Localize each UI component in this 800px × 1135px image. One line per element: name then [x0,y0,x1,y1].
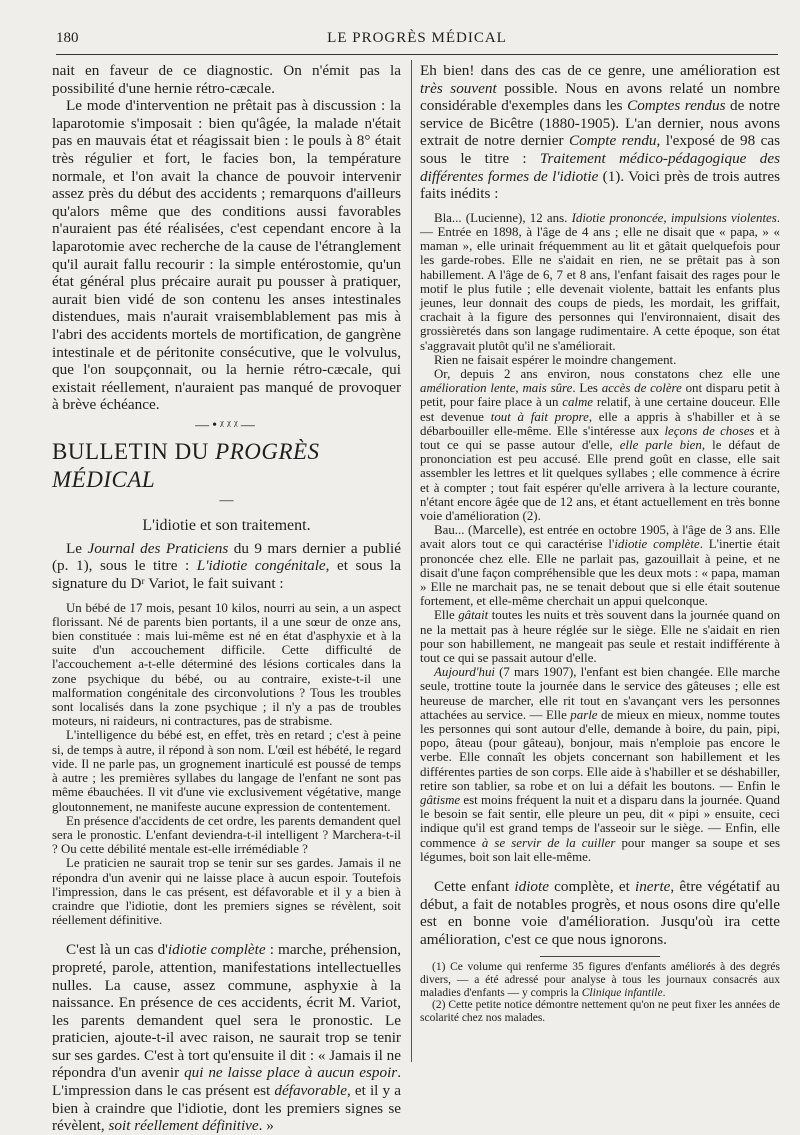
final-a: Cette enfant [434,878,515,896]
intro-c: , et sous la signature du Dʳ Variot, le fait suivant : [52,557,401,593]
quote-paragraph-3: En présence d'accidents de cet ordre, les parents demandent quel sera le pronostic. L'enfant deviendra-t-il intelligent ? Marchera-t-il ? Ou cette débilité mentale est-elle irrémédiable ? [52,813,401,857]
case2-d-a: (7 mars 1907), l'enfant est bien changée. Elle marche seule, trottine toute la journée dans le service des gâteuses ; elle est heureuse de marcher, elle rit tout en s'avançant vers les personnes attachées au service. — Elle [420,665,780,722]
closing-paragraph [52,941,401,1135]
right-column [420,62,780,1062]
page-header [56,30,778,52]
bulletin-ornament: —•ᵡᵡᵡ— [195,417,258,433]
quote-paragraph-4: Le praticien ne saurait trop se tenir sur ses gardes. Jamais il ne répondra d'un avenir qui ne laisse place à aucun espoir. Toutefois l'impression, dans le cas présent, est défavorable et il y a bien à craindre que l'idiotie, dont les premiers signes se révèlent, soit réellement définitive. [52,856,401,928]
case-2 [420,523,780,608]
case1-d-g: , le défaut de prononciation est peu accusé. Elle prend goût en classe, elle sait assembler les lettres et lit quelques syllabes ; elle commence à écrire et à compter ; tout fait espérer qu'elle arrivera à la lecture courante, n'étant encore âgée que de 12 ans, et étant actuellement en très bonne voie d'amélioration (2). [420,438,780,524]
case1-d-c: ont disparu petit à petit, pour faire place à un [420,381,781,410]
footnote-rule [540,956,660,957]
intro-title: L'idiotie congénitale [196,557,326,575]
case1-italic-1: Idiotie prononcée, impulsions violentes [571,210,777,225]
case2-d-italic-1: Aujourd'hui [434,665,496,680]
right-paragraph-1 [420,62,780,203]
final-italic-2: inerte [634,878,671,896]
final-b: complète, et [548,878,635,896]
p1-d: , l'exposé de 98 cas sous le titre : [420,132,780,167]
footnote-1-italic: Clinique infantile [581,986,663,999]
closing-c: . L'impression dans le cas présent est [52,1064,402,1100]
case-1 [420,211,780,353]
p1-italic-2: Comptes rendus [627,97,726,115]
case1-d-a: Or, depuis 2 ans environ, nous constatons chez elle une [434,366,780,381]
closing-b: : marche, préhension, propreté, parole, attention, manifestations intellectuelles nulles. La cause, assez commune, asphyxie à la naissance. En présence de ces accidents, écrit M. Variot, les parents demandent quel sera le pronostic. Le praticien, ajoute-t-il avec raison, ne saurait trop se tenir sur ses gardes. C'est à tort qu'ensuite il dit : « Jamais il ne répondra d'un avenir [52,941,401,1082]
closing-italic-1: idiotie complète [167,941,266,959]
quote-paragraph-2: L'intelligence du bébé est, en effet, très en retard ; c'est à peine si, de temps à autre, il répond à son nom. L'œil est hébété, le regard vide. Il ne parle pas, un grognement inarticulé est poussé de temps à autre ; les premières syllabes du langage de l'enfant ne sont pas même ébauchées. Il vit d'une vie exclusivement végétative, mange gloutonnement, ne manifeste aucune expression de contentement. [52,728,401,814]
case-1-c: Rien ne faisait espérer le moindre changement. [434,352,677,367]
case1-d-italic-6: elle parle bien [619,438,702,452]
p1-a: Eh bien! dans des cas de ce genre, une amélioration est [420,62,780,79]
case1-d-italic-4: tout à fait propre [490,409,589,424]
closing-a: C'est là un cas d' [66,941,168,959]
intro-journal: Journal des Praticiens [87,539,229,557]
case2-d-italic-4: à se servir de la cuiller [481,835,616,850]
case1-d-f: et à tout ce qui se passe autour d'elle, [420,423,780,452]
intro-a: Le [66,539,88,557]
case2-d-d: pour manger sa soupe et ses légumes, boit son lait elle-même. [420,835,780,864]
case2-d-b: de mieux en mieux, nomme toutes les personnes qui sont autour d'elle, demande à boire, du pain, pipi, popo, âteau (pour gâteau), bonjour, mais n'emploie pas encore le verbe. Elle connaît les objets concernant son habillement et les différentes parties de son corps. Elle aide à s'habiller et se déshabiller, retire son tablier, sa robe et on lui a défait les boutons. — Enfin le [420,707,780,793]
continued-paragraph: nait en faveur de ce diagnostic. On n'émit pas la possibilité d'une hernie rétro-cæcale. [52,62,401,97]
p1-c: de notre service de Bicêtre (1880-1905). L'an dernier, nous avons extrait de notre dernier [420,97,781,150]
footnote-1 [420,961,780,999]
case2-d-c: est moins fréquent la nuit et a disparu dans la journée. Quand le besoin se fait sentir, elle pleure un peu, dit « pipi » ensuite, ceci indique qu'il est grand temps de l'asseoir sur le siège. — Enfin, elle commence [420,793,780,850]
bulletin-title [52,438,401,494]
footnote-2: (2) Cette petite notice démontre nettement qu'on ne peut fixer les années de scolarité chez nos malades. [420,999,780,1024]
page-number: 180 [56,30,79,46]
article-title: L'idiotie et son traitement. [142,516,311,534]
quote-paragraph-1: Un bébé de 17 mois, pesant 10 kilos, nourri au sein, a un aspect florissant. Né de parents bien portants, il a une sœur de onze ans, bien constituée : mais lui-même est né en état d'asphyxie et à la suite d'un accouchement difficile. Cette difficulté de l'accouchement a-t-elle déterminé des lésions corticales dans la zone psychique du bébé, ou au contraire, existe-t-il une malformation congénitale des circonvolutions ? Tous les troubles sont localisés dans la zone psychique ; il n'y a pas de troubles moteurs, ni raideurs, ni contractures, pas de strabisme. [52,600,401,729]
bulletin-title-part2: PROGRÈS MÉDICAL [52,438,320,492]
case1-d-italic-2: accès de colère [601,381,682,396]
case2-d-italic-2: parle [570,707,598,722]
closing-d: , et il y a bien à craindre que l'idiotie, dont les premiers signes se révèlent, [52,1082,401,1135]
header-rule [56,54,778,55]
intro-b: du 9 mars dernier a publié (p. 1), sous le titre : [52,539,401,575]
case1-d-e: , elle a appris à s'habiller et à se débarbouiller elle-même. Elle s'intéresse aux [420,409,780,438]
case2-d-italic-3: gâtisme [420,793,461,808]
p1-italic-3: Compte rendu [568,132,657,150]
closing-italic-3: défavorable [274,1082,347,1100]
case-2-c [420,608,780,665]
intro-paragraph [52,540,401,593]
paragraph-intervention: Le mode d'intervention ne prêtait pas à discussion : la laparotomie s'imposait : bien qu'âgée, la malade n'était pas en mauvais état et réagissait bien : le pouls à 8° était très régulier et fort, le facies bon, la température normale, et l'on avait la chance de pouvoir intervenir assez près du début des accidents ; remarquons d'ailleurs qu'alors même que des conditions aussi favorables n'auraient pas été réalisées, c'est cependant encore à la laparotomie avec recherche de la cause de l'étranglement qu'il aurait fallu recourir : la simple entérostomie, qu'un état général plus précaire aurait pu pousser à pratiquer, aurait bien vidé de son contenu les anses intestinales distendues, mais n'aurait vraisemblablement pas mis à l'abri des accidents mortels de mortification, de gangrène intestinale et de péritonite consécutive, que le volvulus, que l'on soupçonnait, ou la hernie rétro-cæcale, qui existait réellement, n'auraient pas manqué de provoquer à brève échéance. [52,97,401,414]
case1-a: Bla... (Lucienne), 12 ans. [434,210,572,225]
closing-italic-2: qui ne laisse place à aucun espoir [184,1064,398,1082]
case1-d-b: . Les [572,381,602,396]
case2-c-a: Elle [434,608,459,623]
case2-c-italic: gâtait [458,608,489,623]
case2-c-b: toutes les nuits et très souvent dans la journée quand on ne la mettait pas à heure réglée sur le siège. Elle ne s'aidait en rien pour son habillement, ne mangeait pas seule et restait indifférente à tout ce qui se passait autour d'elle. [420,608,781,666]
case2-b: . L'inertie était prononcée chez elle. Elle ne parlait pas, gazouillait à peine, et ne disait d'une façon compréhensible que les deux mots : « papa, maman » Elle ne marchait pas, ne se tenait debout que si elle était soutenue fortement, et elle-même cherchait un appui quelconque. [420,537,780,609]
case-1-d [420,367,780,523]
bulletin-dash: — [219,492,234,508]
final-italic-1: idiote [514,878,549,896]
footnote-1-b: . [662,986,666,999]
case1-d-italic-5: leçons de choses [664,423,755,438]
case1-b: . — Entrée en 1898, à l'âge de 4 ans ; elle ne disait que « papa, » « maman », elle urinait fréquemment au lit et gâtait quelquefois pour les garde-robes. Elle ne s'aidait en rien, ne se prêtait pas à son habillement. A l'âge de 6, 7 et 8 ans, l'enfant faisait des rages pour le motif le plus futile ; elle devenait violente, battait les enfants plus jeunes, leur donnait des coups de pieds, les mordait, les griffait, crachait à la figure des personnes qui l'environnaient, disait des grossièretés dans son langage rudimentaire. A cette époque, son état s'aggravait plutôt qu'il ne s'améliorait. [420,210,780,353]
p1-italic-4: Traitement médico-pédagogique des différentes formes de l'idiotie [420,149,780,185]
case1-d-italic-1: amélioration lente, mais sûre [420,381,573,396]
journal-title: LE PROGRÈS MÉDICAL [327,30,507,46]
case2-italic-1: idiotie complète [614,537,700,552]
p1-e: (1). Voici près de trois autres faits inédits : [420,167,780,203]
left-column [52,62,402,1135]
closing-italic-4: soit réellement définitive [108,1117,259,1135]
final-paragraph [420,878,780,948]
column-divider [411,60,412,1062]
closing-e: . » [258,1117,274,1135]
footnote-1-a: (1) Ce volume qui renferme 35 figures d'enfants améliorés à des degrés divers, — a été adressé pour analyse à tous les journaux consacrés aux maladies d'enfants — y compris la [420,961,780,999]
case2-a: Bau... (Marcelle), est entrée en octobre 1905, à l'âge de 3 ans. Elle avait alors tout ce qui caractérise l' [420,523,780,552]
p1-italic-1: très souvent [420,79,497,97]
case1-d-italic-3: calme [562,395,594,410]
final-c: , être végétatif au début, a fait de notables progrès, et nous osons dire qu'elle est en bonne voie d'amélioration. Jusqu'où ira cette amélioration, c'est ce que nous ignorons. [420,878,781,948]
case-2-d [420,665,780,864]
case1-d-d: relatif, à une certaine douceur. Elle est devenue [420,395,780,424]
p1-b: possible. Nous en avons relaté un nombre considérable d'exemples dans les [420,79,780,115]
bulletin-title-part1: BULLETIN DU [52,438,216,464]
